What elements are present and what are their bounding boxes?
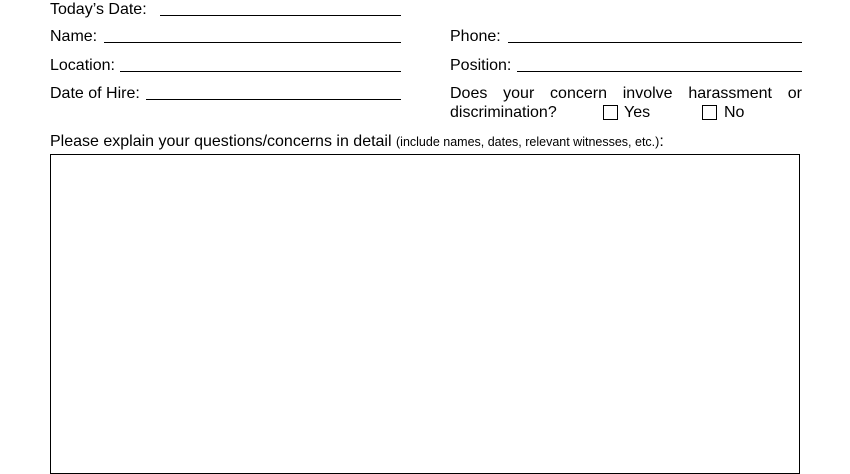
no-label: No (724, 104, 745, 121)
phone-field[interactable] (508, 42, 802, 43)
no-checkbox[interactable] (702, 105, 717, 120)
question-word: concern (550, 85, 607, 102)
explain-note: (include names, dates, relevant witnesses, etc.) (396, 135, 660, 149)
position-label: Position: (450, 57, 512, 74)
yes-label: Yes (624, 104, 651, 121)
question-word: Does (450, 85, 488, 102)
question-word: involve (622, 85, 673, 102)
question-word: harassment (688, 85, 772, 102)
explain-colon: : (659, 133, 664, 150)
name-label: Name: (50, 28, 98, 45)
explain-heading (50, 133, 664, 151)
explain-main: Please explain your questions/concerns in detail (50, 133, 392, 150)
question-line-2: discrimination? (450, 104, 557, 121)
question-word: your (503, 85, 535, 102)
concerns-detail-box[interactable] (50, 154, 800, 474)
phone-label: Phone: (450, 28, 501, 45)
question-word: or (787, 85, 802, 102)
yes-checkbox[interactable] (603, 105, 618, 120)
location-label: Location: (50, 57, 115, 74)
date-of-hire-label: Date of Hire: (50, 85, 140, 102)
todays-date-field[interactable] (160, 15, 401, 16)
date-of-hire-field[interactable] (146, 99, 401, 100)
location-field[interactable] (120, 71, 401, 72)
position-field[interactable] (517, 71, 802, 72)
harassment-question (450, 85, 802, 103)
todays-date-label: Today’s Date: (50, 1, 147, 18)
name-field[interactable] (104, 42, 401, 43)
